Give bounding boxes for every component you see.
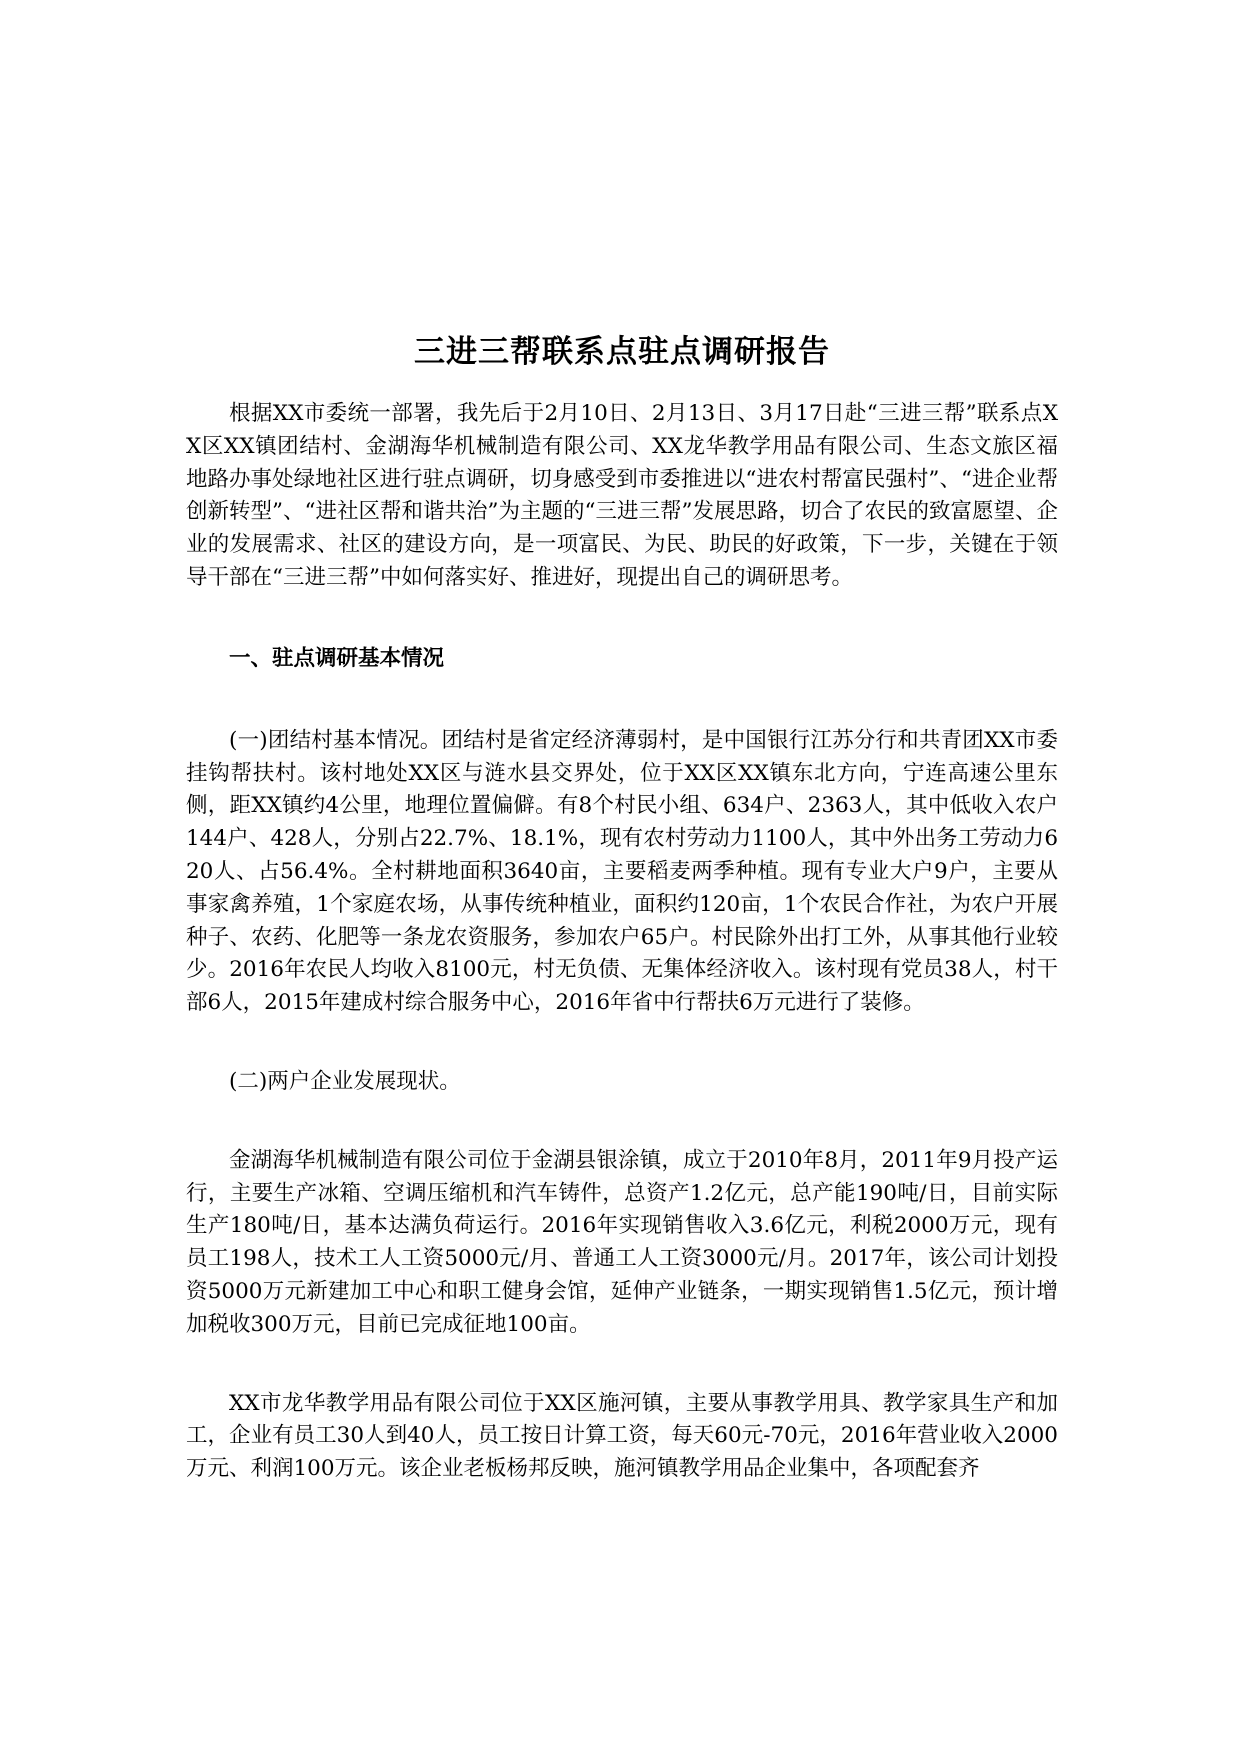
spacer (186, 675, 1058, 725)
village-paragraph: (一)团结村基本情况。团结村是省定经济薄弱村，是中国银行江苏分行和共青团XX市委挂钩帮扶村。该村地处XX区与涟水县交界处，位于XX区XX镇东北方向，宁连高速公里东侧，距XX镇约4公里，地理位置偏僻。有8个村民小组、634户、2363人，其中低收入农户144户、428人，分别占22.7%、18.1%，现有农村劳动力1100人，其中外出务工劳动力620人、占56.4%。全村耕地面积3640亩，主要稻麦两季种植。现有专业大户9户，主要从事家禽养殖，1个家庭农场，从事传统种植业，面积约120亩，1个农民合作社，为农户开展种子、农药、化肥等一条龙农资服务，参加农户65户。村民除外出打工外，从事其他行业较少。2016年农民人均收入8100元，村无负债、无集体经济收入。该村现有党员38人，村干部6人，2015年建成村综合服务中心，2016年省中行帮扶6万元进行了装修。 (186, 727, 1058, 1016)
spacer (186, 1020, 1058, 1066)
spacer (186, 595, 1058, 643)
jinhu-company-paragraph: 金湖海华机械制造有限公司位于金湖县银涂镇，成立于2010年8月，2011年9月投产运行，主要生产冰箱、空调压缩机和汽车铸件，总资产1.2亿元，总产能190吨/日，目前实际生产180吨/日，基本达满负荷运行。2016年实现销售收入3.6亿元，利税2000万元，现有员工198人，技术工人工资5000元/月、普通工人工资3000元/月。2017年，该公司计划投资5000万元新建加工中心和职工健身会馆，延伸产业链条，一期实现销售1.5亿元，预计增加税收300万元，目前已完成征地100亩。 (186, 1147, 1058, 1337)
document-title: 三进三帮联系点驻点调研报告 (414, 334, 830, 370)
longhua-company-paragraph: XX市龙华教学用品有限公司位于XX区施河镇，主要从事教学用具、教学家具生产和加工，企业有员工30人到40人，员工按日计算工资，每天60元-70元，2016年营业收入2000万元、利润100万元。该企业老板杨邦反映，施河镇教学用品企业集中，各项配套齐 (186, 1390, 1058, 1482)
intro-paragraph: 根据XX市委统一部署，我先后于2月10日、2月13日、3月17日赴“三进三帮”联系点XX区XX镇团结村、金湖海华机械制造有限公司、XX龙华教学用品有限公司、生态文旅区福地路办事处绿地社区进行驻点调研，切身感受到市委推进以“进农村帮富民强村”、“进企业帮创新转型”、“进社区帮和谐共治”为主题的“三进三帮”发展思路，切合了农民的致富愿望、企业的发展需求、社区的建设方向，是一项富民、为民、助民的好政策，下一步，关键在于领导干部在“三进三帮”中如何落实好、推进好，现提出自己的调研思考。 (186, 401, 1058, 590)
section-heading: 一、驻点调研基本情况 (229, 645, 445, 671)
spacer (186, 1099, 1058, 1145)
spacer (186, 1342, 1058, 1388)
enterprises-subheading: (二)两户企业发展现状。 (229, 1068, 461, 1094)
document-body (186, 332, 1058, 1486)
